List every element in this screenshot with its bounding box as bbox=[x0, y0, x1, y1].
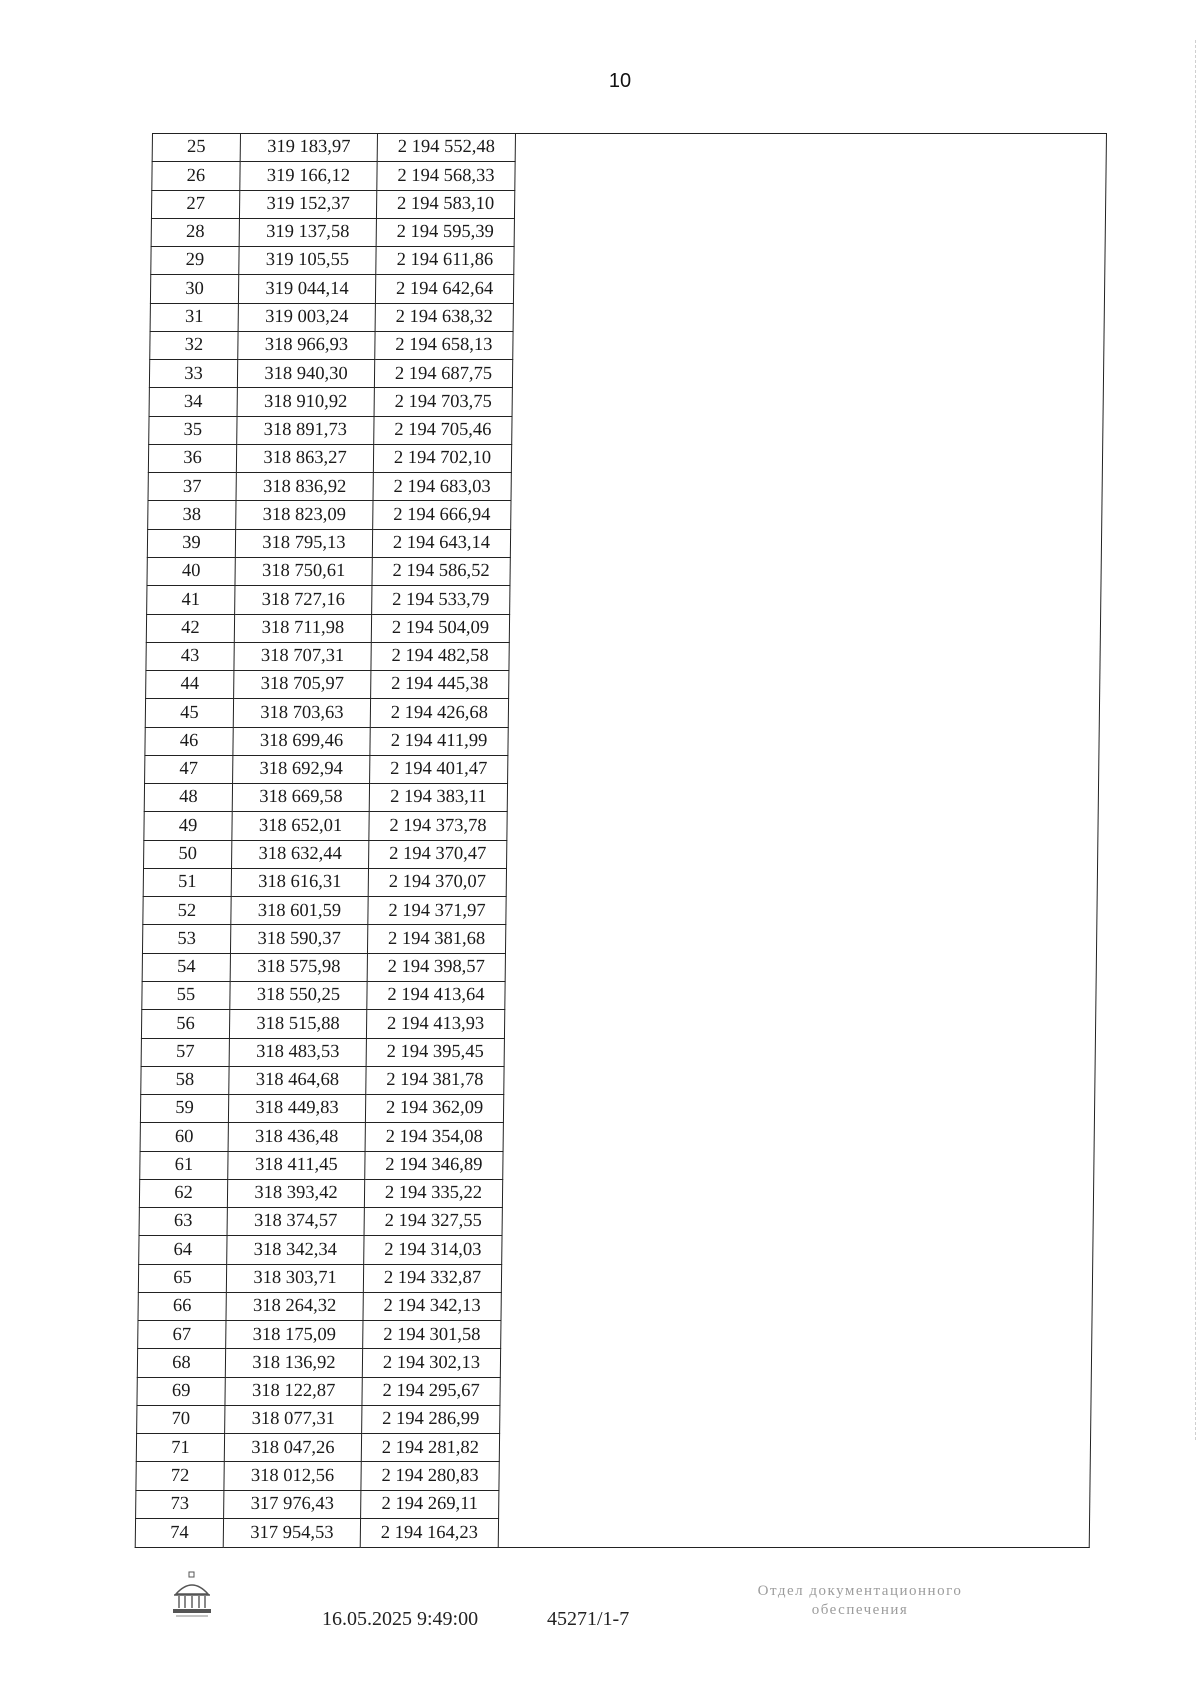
y-coordinate-cell: 2 194 381,68 bbox=[367, 925, 505, 953]
point-number-cell: 28 bbox=[151, 218, 239, 246]
table-row bbox=[142, 953, 505, 981]
table-row bbox=[152, 162, 515, 190]
x-coordinate-cell: 319 044,14 bbox=[238, 275, 375, 303]
x-coordinate-cell: 318 711,98 bbox=[234, 614, 371, 642]
y-coordinate-cell: 2 194 426,68 bbox=[370, 699, 508, 727]
x-coordinate-cell: 318 515,88 bbox=[229, 1010, 366, 1038]
table-row bbox=[140, 1123, 503, 1151]
y-coordinate-cell: 2 194 362,09 bbox=[365, 1095, 503, 1123]
table-row bbox=[135, 1519, 498, 1548]
y-coordinate-cell: 2 194 642,64 bbox=[375, 275, 513, 303]
x-coordinate-cell: 318 705,97 bbox=[234, 671, 371, 699]
x-coordinate-cell: 318 464,68 bbox=[229, 1066, 366, 1094]
y-coordinate-cell: 2 194 281,82 bbox=[361, 1434, 499, 1462]
table-row bbox=[138, 1292, 501, 1320]
page-footer bbox=[0, 1570, 1200, 1670]
table-row bbox=[140, 1151, 503, 1179]
table-row bbox=[136, 1462, 499, 1490]
point-number-cell: 33 bbox=[149, 360, 237, 388]
x-coordinate-cell: 318 727,16 bbox=[235, 586, 372, 614]
table-row bbox=[146, 642, 509, 670]
point-number-cell: 32 bbox=[150, 331, 238, 359]
point-number-cell: 66 bbox=[138, 1292, 226, 1320]
x-coordinate-cell: 318 590,37 bbox=[230, 925, 367, 953]
y-coordinate-cell: 2 194 683,03 bbox=[373, 473, 511, 501]
y-coordinate-cell: 2 194 346,89 bbox=[365, 1151, 503, 1179]
point-number-cell: 58 bbox=[141, 1066, 229, 1094]
x-coordinate-cell: 319 152,37 bbox=[239, 190, 376, 218]
point-number-cell: 53 bbox=[142, 925, 230, 953]
table-row bbox=[149, 360, 512, 388]
table-row bbox=[151, 218, 514, 246]
y-coordinate-cell: 2 194 164,23 bbox=[360, 1519, 498, 1548]
table-row bbox=[147, 529, 510, 557]
point-number-cell: 72 bbox=[136, 1462, 224, 1490]
point-number-cell: 27 bbox=[151, 190, 239, 218]
table-row bbox=[138, 1264, 501, 1292]
y-coordinate-cell: 2 194 354,08 bbox=[365, 1123, 503, 1151]
y-coordinate-cell: 2 194 295,67 bbox=[362, 1377, 500, 1405]
point-number-cell: 68 bbox=[137, 1349, 225, 1377]
y-coordinate-cell: 2 194 445,38 bbox=[371, 671, 509, 699]
x-coordinate-cell: 318 699,46 bbox=[233, 727, 370, 755]
point-number-cell: 64 bbox=[139, 1236, 227, 1264]
y-coordinate-cell: 2 194 327,55 bbox=[364, 1208, 502, 1236]
y-coordinate-cell: 2 194 638,32 bbox=[375, 303, 513, 331]
table-row bbox=[137, 1405, 500, 1433]
x-coordinate-cell: 318 891,73 bbox=[237, 416, 374, 444]
x-coordinate-cell: 317 976,43 bbox=[224, 1490, 361, 1518]
x-coordinate-cell: 318 750,61 bbox=[235, 557, 372, 585]
x-coordinate-cell: 319 166,12 bbox=[240, 162, 377, 190]
y-coordinate-cell: 2 194 583,10 bbox=[376, 190, 514, 218]
print-timestamp: 16.05.2025 9:49:00 bbox=[322, 1608, 479, 1630]
x-coordinate-cell: 318 836,92 bbox=[236, 473, 373, 501]
y-coordinate-cell: 2 194 643,14 bbox=[372, 529, 510, 557]
table-row bbox=[141, 1066, 504, 1094]
table-row bbox=[150, 303, 513, 331]
table-row bbox=[148, 444, 511, 472]
point-number-cell: 48 bbox=[144, 784, 232, 812]
point-number-cell: 30 bbox=[150, 275, 238, 303]
y-coordinate-cell: 2 194 383,11 bbox=[369, 784, 507, 812]
x-coordinate-cell: 318 449,83 bbox=[228, 1095, 365, 1123]
point-number-cell: 70 bbox=[137, 1405, 225, 1433]
y-coordinate-cell: 2 194 381,78 bbox=[366, 1066, 504, 1094]
point-number-cell: 31 bbox=[150, 303, 238, 331]
table-row bbox=[145, 755, 508, 783]
y-coordinate-cell: 2 194 413,93 bbox=[366, 1010, 504, 1038]
point-number-cell: 43 bbox=[146, 642, 234, 670]
point-number-cell: 67 bbox=[138, 1321, 226, 1349]
y-coordinate-cell: 2 194 371,97 bbox=[368, 897, 506, 925]
x-coordinate-cell: 318 940,30 bbox=[237, 360, 374, 388]
x-coordinate-cell: 318 703,63 bbox=[233, 699, 370, 727]
y-coordinate-cell: 2 194 552,48 bbox=[377, 134, 515, 162]
y-coordinate-cell: 2 194 658,13 bbox=[375, 331, 513, 359]
y-coordinate-cell: 2 194 395,45 bbox=[366, 1038, 504, 1066]
table-row bbox=[149, 416, 512, 444]
y-coordinate-cell: 2 194 482,58 bbox=[371, 642, 509, 670]
y-coordinate-cell: 2 194 301,58 bbox=[363, 1321, 501, 1349]
table-row bbox=[144, 784, 507, 812]
table-row bbox=[142, 925, 505, 953]
point-number-cell: 52 bbox=[143, 897, 231, 925]
table-row bbox=[150, 275, 513, 303]
coordinates-sheet bbox=[135, 133, 1107, 1548]
department-stamp bbox=[710, 1582, 1010, 1620]
table-row bbox=[141, 1010, 504, 1038]
table-row bbox=[137, 1377, 500, 1405]
table-row bbox=[140, 1095, 503, 1123]
table-row bbox=[148, 473, 511, 501]
point-number-cell: 25 bbox=[152, 134, 240, 162]
document-number: 45271/1-7 bbox=[547, 1608, 630, 1630]
table-row bbox=[137, 1349, 500, 1377]
y-coordinate-cell: 2 194 702,10 bbox=[373, 444, 511, 472]
point-number-cell: 44 bbox=[146, 671, 234, 699]
x-coordinate-cell: 318 077,31 bbox=[225, 1405, 362, 1433]
table-row bbox=[145, 699, 508, 727]
empty-description-column bbox=[498, 133, 1107, 1548]
x-coordinate-cell: 318 795,13 bbox=[235, 529, 372, 557]
point-number-cell: 35 bbox=[149, 416, 237, 444]
y-coordinate-cell: 2 194 332,87 bbox=[363, 1264, 501, 1292]
point-number-cell: 54 bbox=[142, 953, 230, 981]
x-coordinate-cell: 318 616,31 bbox=[231, 868, 368, 896]
y-coordinate-cell: 2 194 286,99 bbox=[362, 1405, 500, 1433]
y-coordinate-cell: 2 194 568,33 bbox=[377, 162, 515, 190]
point-number-cell: 56 bbox=[141, 1010, 229, 1038]
table-row bbox=[142, 981, 505, 1009]
table-row bbox=[139, 1236, 502, 1264]
x-coordinate-cell: 318 632,44 bbox=[232, 840, 369, 868]
point-number-cell: 60 bbox=[140, 1123, 228, 1151]
point-number-cell: 55 bbox=[142, 981, 230, 1009]
table-row bbox=[136, 1434, 499, 1462]
y-coordinate-cell: 2 194 703,75 bbox=[374, 388, 512, 416]
x-coordinate-cell: 319 105,55 bbox=[239, 247, 376, 275]
point-number-cell: 73 bbox=[136, 1490, 224, 1518]
point-number-cell: 62 bbox=[139, 1179, 227, 1207]
x-coordinate-cell: 318 669,58 bbox=[232, 784, 369, 812]
y-coordinate-cell: 2 194 398,57 bbox=[367, 953, 505, 981]
table-row bbox=[151, 190, 514, 218]
point-number-cell: 37 bbox=[148, 473, 236, 501]
x-coordinate-cell: 318 601,59 bbox=[231, 897, 368, 925]
y-coordinate-cell: 2 194 401,47 bbox=[370, 755, 508, 783]
x-coordinate-cell: 318 436,48 bbox=[228, 1123, 365, 1151]
x-coordinate-cell: 318 550,25 bbox=[230, 981, 367, 1009]
y-coordinate-cell: 2 194 269,11 bbox=[361, 1490, 499, 1518]
x-coordinate-cell: 318 966,93 bbox=[238, 331, 375, 359]
x-coordinate-cell: 318 175,09 bbox=[226, 1321, 363, 1349]
x-coordinate-cell: 318 823,09 bbox=[236, 501, 373, 529]
y-coordinate-cell: 2 194 687,75 bbox=[374, 360, 512, 388]
y-coordinate-cell: 2 194 705,46 bbox=[374, 416, 512, 444]
y-coordinate-cell: 2 194 370,07 bbox=[368, 868, 506, 896]
x-coordinate-cell: 318 012,56 bbox=[224, 1462, 361, 1490]
y-coordinate-cell: 2 194 504,09 bbox=[371, 614, 509, 642]
point-number-cell: 42 bbox=[146, 614, 234, 642]
x-coordinate-cell: 319 003,24 bbox=[238, 303, 375, 331]
table-row bbox=[152, 134, 515, 162]
x-coordinate-cell: 318 122,87 bbox=[225, 1377, 362, 1405]
building-emblem-icon bbox=[170, 1570, 214, 1618]
table-row bbox=[149, 388, 512, 416]
point-number-cell: 71 bbox=[136, 1434, 224, 1462]
point-number-cell: 63 bbox=[139, 1208, 227, 1236]
x-coordinate-cell: 318 136,92 bbox=[225, 1349, 362, 1377]
x-coordinate-cell: 318 692,94 bbox=[233, 755, 370, 783]
y-coordinate-cell: 2 194 373,78 bbox=[369, 812, 507, 840]
point-number-cell: 29 bbox=[151, 247, 239, 275]
y-coordinate-cell: 2 194 666,94 bbox=[373, 501, 511, 529]
y-coordinate-cell: 2 194 611,86 bbox=[376, 247, 514, 275]
point-number-cell: 69 bbox=[137, 1377, 225, 1405]
x-coordinate-cell: 318 575,98 bbox=[230, 953, 367, 981]
point-number-cell: 34 bbox=[149, 388, 237, 416]
y-coordinate-cell: 2 194 280,83 bbox=[361, 1462, 499, 1490]
margin-scan-marks bbox=[1181, 40, 1196, 1440]
table-row bbox=[136, 1490, 499, 1518]
point-number-cell: 61 bbox=[140, 1151, 228, 1179]
y-coordinate-cell: 2 194 413,64 bbox=[367, 981, 505, 1009]
y-coordinate-cell: 2 194 370,47 bbox=[369, 840, 507, 868]
x-coordinate-cell: 318 863,27 bbox=[236, 444, 373, 472]
point-number-cell: 74 bbox=[135, 1519, 223, 1548]
x-coordinate-cell: 318 910,92 bbox=[237, 388, 374, 416]
table-row bbox=[139, 1208, 502, 1236]
point-number-cell: 26 bbox=[152, 162, 240, 190]
table-row bbox=[147, 586, 510, 614]
x-coordinate-cell: 318 264,32 bbox=[226, 1292, 363, 1320]
x-coordinate-cell: 318 707,31 bbox=[234, 642, 371, 670]
point-number-cell: 45 bbox=[145, 699, 233, 727]
stamp-line-2: обеспечения bbox=[811, 1601, 909, 1618]
y-coordinate-cell: 2 194 586,52 bbox=[372, 557, 510, 585]
x-coordinate-cell: 317 954,53 bbox=[223, 1519, 360, 1548]
table-row bbox=[146, 671, 509, 699]
x-coordinate-cell: 318 411,45 bbox=[228, 1151, 365, 1179]
point-number-cell: 47 bbox=[145, 755, 233, 783]
point-number-cell: 36 bbox=[148, 444, 236, 472]
point-number-cell: 46 bbox=[145, 727, 233, 755]
y-coordinate-cell: 2 194 314,03 bbox=[364, 1236, 502, 1264]
point-number-cell: 65 bbox=[138, 1264, 226, 1292]
y-coordinate-cell: 2 194 342,13 bbox=[363, 1292, 501, 1320]
point-number-cell: 49 bbox=[144, 812, 232, 840]
y-coordinate-cell: 2 194 595,39 bbox=[376, 218, 514, 246]
y-coordinate-cell: 2 194 411,99 bbox=[370, 727, 508, 755]
stamp-line-1: Отдел документационного bbox=[757, 1583, 963, 1599]
point-number-cell: 51 bbox=[143, 868, 231, 896]
x-coordinate-cell: 318 303,71 bbox=[226, 1264, 363, 1292]
x-coordinate-cell: 318 393,42 bbox=[227, 1179, 364, 1207]
point-number-cell: 38 bbox=[148, 501, 236, 529]
point-number-cell: 41 bbox=[147, 586, 235, 614]
table-row bbox=[144, 840, 507, 868]
x-coordinate-cell: 318 047,26 bbox=[224, 1434, 361, 1462]
table-row bbox=[139, 1179, 502, 1207]
table-row bbox=[144, 812, 507, 840]
y-coordinate-cell: 2 194 335,22 bbox=[364, 1179, 502, 1207]
table-row bbox=[145, 727, 508, 755]
table-row bbox=[143, 868, 506, 896]
point-number-cell: 57 bbox=[141, 1038, 229, 1066]
table-row bbox=[138, 1321, 501, 1349]
table-row bbox=[151, 247, 514, 275]
x-coordinate-cell: 318 342,34 bbox=[227, 1236, 364, 1264]
x-coordinate-cell: 319 183,97 bbox=[240, 134, 377, 162]
x-coordinate-cell: 318 374,57 bbox=[227, 1208, 364, 1236]
table-row bbox=[148, 501, 511, 529]
coordinates-table bbox=[135, 133, 516, 1548]
page-number: 10 bbox=[608, 70, 632, 92]
point-number-cell: 59 bbox=[140, 1095, 228, 1123]
y-coordinate-cell: 2 194 302,13 bbox=[362, 1349, 500, 1377]
y-coordinate-cell: 2 194 533,79 bbox=[372, 586, 510, 614]
table-row bbox=[141, 1038, 504, 1066]
table-row bbox=[150, 331, 513, 359]
point-number-cell: 50 bbox=[144, 840, 232, 868]
table-row bbox=[143, 897, 506, 925]
coordinates-table-body bbox=[135, 134, 515, 1548]
x-coordinate-cell: 318 483,53 bbox=[229, 1038, 366, 1066]
x-coordinate-cell: 319 137,58 bbox=[239, 218, 376, 246]
table-row bbox=[147, 557, 510, 585]
point-number-cell: 40 bbox=[147, 557, 235, 585]
point-number-cell: 39 bbox=[147, 529, 235, 557]
table-row bbox=[146, 614, 509, 642]
x-coordinate-cell: 318 652,01 bbox=[232, 812, 369, 840]
